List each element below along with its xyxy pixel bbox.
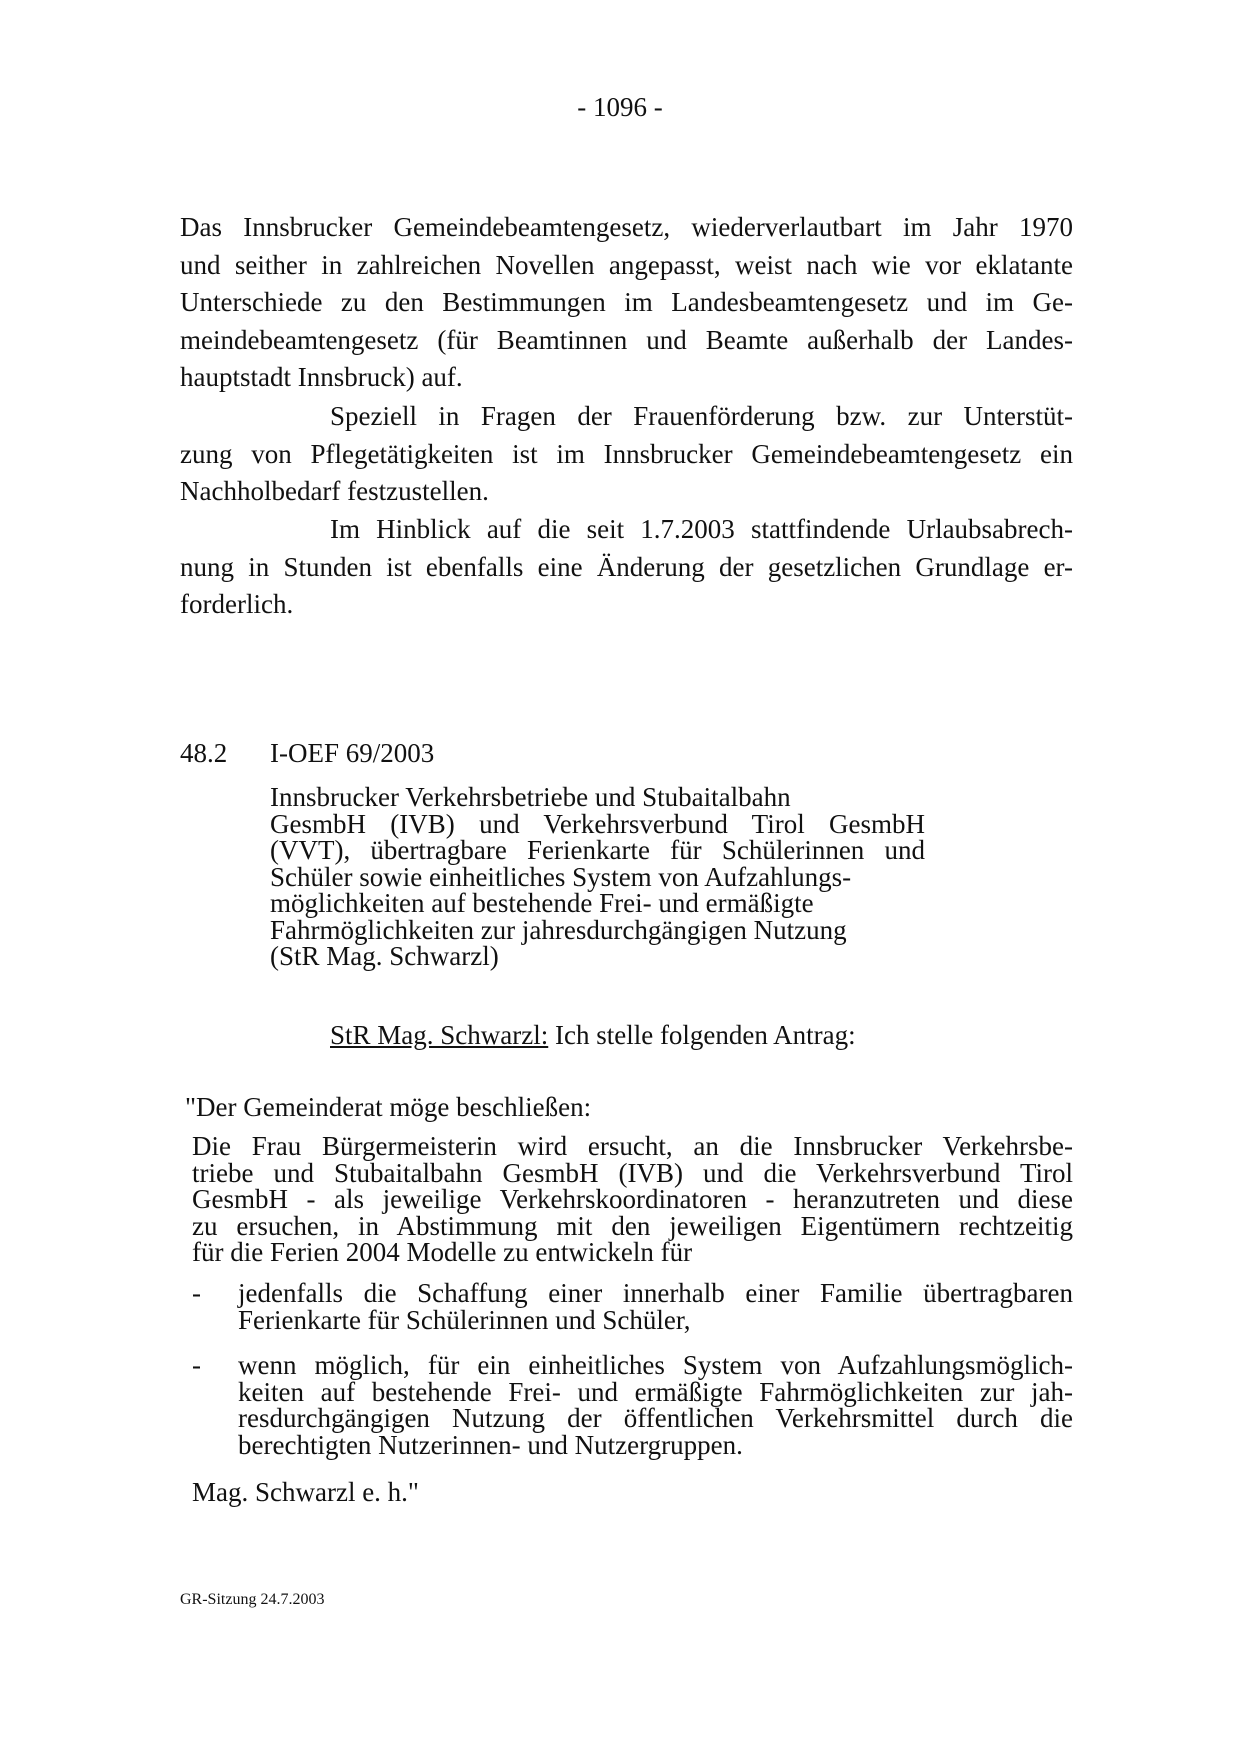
text-line: und seither in zahlreichen Novellen angepasst, weist nach wie vor eklatante xyxy=(180,249,1073,280)
title-line: Fahrmöglichkeiten zur jahresdurchgängigen Nutzung xyxy=(270,914,847,945)
text-line: hauptstadt Innsbruck) auf. xyxy=(180,362,463,392)
motion-line: GesmbH - als jeweilige Verkehrskoordinatoren - heranzutreten und diese xyxy=(192,1184,1073,1214)
agenda-item-number: 48.2 xyxy=(180,738,228,768)
agenda-item-code: I-OEF 69/2003 xyxy=(270,738,435,768)
text-line: Das Innsbrucker Gemeindebeamtengesetz, wiederverlautbart im Jahr 1970 xyxy=(180,212,1073,242)
text-line: zung von Pflegetätigkeiten ist im Innsbrucker Gemeindebeamtengesetz ein xyxy=(180,438,1073,469)
text-line: Speziell in Fragen der Frauenförderung bzw. zur Unterstüt- xyxy=(330,401,1073,431)
title-line: Innsbrucker Verkehrsbetriebe und Stubaitalbahn xyxy=(270,782,791,812)
signature-line: Mag. Schwarzl e. h." xyxy=(192,1477,419,1507)
mover-statement: Ich stelle folgenden Antrag: xyxy=(548,1020,856,1050)
agenda-item-title xyxy=(270,784,925,970)
title-line: (StR Mag. Schwarzl) xyxy=(270,941,499,971)
resolution-intro: "Der Gemeinderat möge beschließen: xyxy=(185,1092,592,1122)
title-line: GesmbH (IVB) und Verkehrsverbund Tirol GesmbH xyxy=(270,808,925,839)
bullet-line: jedenfalls die Schaffung einer innerhalb einer Familie übertragbaren xyxy=(238,1278,1073,1308)
bullet-marker: - xyxy=(192,1278,201,1308)
motion-mover-line xyxy=(330,1020,856,1051)
bullet-line: berechtigten Nutzerinnen- und Nutzergruppen. xyxy=(238,1429,743,1460)
title-line: (VVT), übertragbare Ferienkarte für Schülerinnen und xyxy=(270,835,925,865)
motion-line: zu ersuchen, in Abstimmung mit den jeweiligen Eigentümern rechtzeitig xyxy=(192,1210,1073,1241)
text-line: nung in Stunden ist ebenfalls eine Änderung der gesetzlichen Grundlage er- xyxy=(180,551,1073,582)
title-line: Schüler sowie einheitliches System von Aufzahlungs- xyxy=(270,861,852,892)
intro-paragraph-2 xyxy=(180,398,1073,511)
page-footer: GR-Sitzung 24.7.2003 xyxy=(180,1591,325,1608)
motion-line: für die Ferien 2004 Modelle zu entwickeln für xyxy=(192,1237,693,1267)
bullet-line: resdurchgängigen Nutzung der öffentlichen Verkehrsmittel durch die xyxy=(238,1403,1073,1433)
bullet-marker: - xyxy=(192,1350,201,1380)
bullet-line: keiten auf bestehende Frei- und ermäßigte Fahrmöglichkeiten zur jah- xyxy=(238,1376,1073,1407)
bullet-line: Ferienkarte für Schülerinnen und Schüler, xyxy=(238,1304,691,1335)
intro-paragraph-1 xyxy=(180,209,1073,397)
text-line: Im Hinblick auf die seit 1.7.2003 stattfindende Urlaubsabrech- xyxy=(330,514,1073,544)
motion-line: Die Frau Bürgermeisterin wird ersucht, an die Innsbrucker Verkehrsbe- xyxy=(192,1131,1073,1161)
bullet-line: wenn möglich, für ein einheitliches System von Aufzahlungsmöglich- xyxy=(238,1350,1073,1380)
text-line: forderlich. xyxy=(180,589,294,619)
text-line: Unterschiede zu den Bestimmungen im Landesbeamtengesetz und im Ge- xyxy=(180,287,1073,317)
mover-name: StR Mag. Schwarzl: xyxy=(330,1020,549,1050)
title-line: möglichkeiten auf bestehende Frei- und ermäßigte xyxy=(270,888,814,918)
motion-body xyxy=(192,1133,1073,1266)
text-line: Nachholbedarf festzustellen. xyxy=(180,476,489,506)
text-line: meindebeamtengesetz (für Beamtinnen und Beamte außerhalb der Landes- xyxy=(180,324,1073,355)
page-number: - 1096 - xyxy=(577,92,663,122)
bullet-item-2 xyxy=(238,1352,1073,1458)
motion-line: triebe und Stubaitalbahn GesmbH (IVB) und die Verkehrsverbund Tirol xyxy=(192,1157,1073,1188)
bullet-item-1 xyxy=(238,1280,1073,1333)
intro-paragraph-3 xyxy=(180,511,1073,624)
